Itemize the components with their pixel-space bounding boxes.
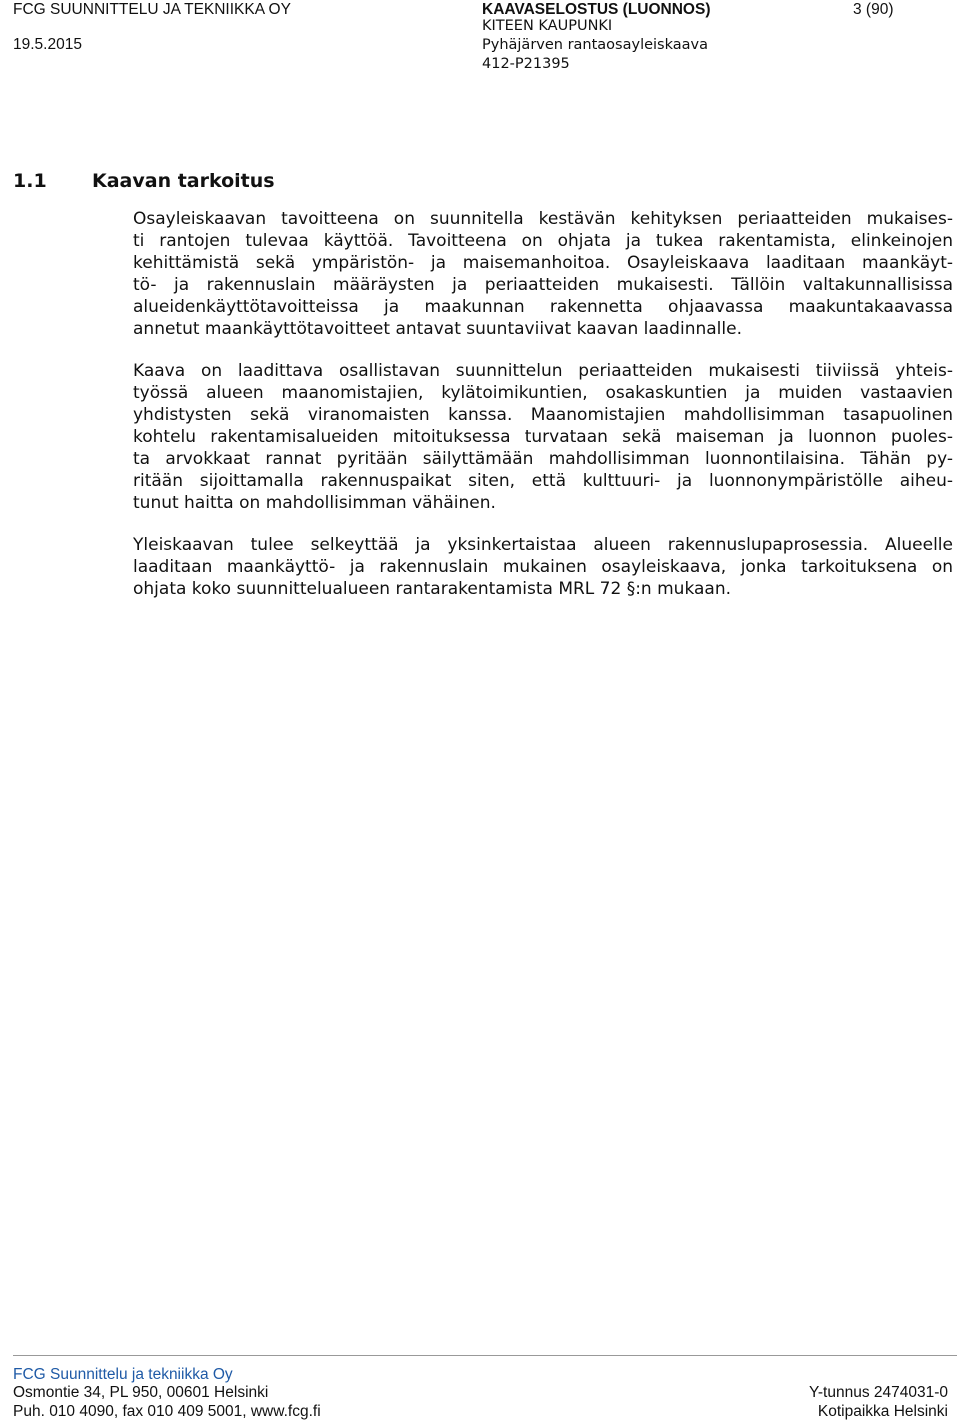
text-line: ritään sijoittamalla rakennuspaikat siten, että kulttuuri- ja luonnonympäristölle aiheu- <box>133 471 953 491</box>
section-heading <box>13 168 275 194</box>
text-line: ti rantojen tulevaa käyttöä. Tavoitteena on ohjata ja tukea rakentamista, elinkeinojen <box>133 231 953 251</box>
text-line: ohjata koko suunnittelualueen rantarakentamista MRL 72 §:n mukaan. <box>133 579 732 599</box>
body-text <box>133 208 953 620</box>
footer-contact: Puh. 010 4090, fax 010 409 5001, www.fcg.fi <box>13 1403 321 1420</box>
text-line: Osayleiskaavan tavoitteena on suunnitella kestävän kehityksen periaatteiden mukaises- <box>133 209 953 229</box>
header-company: FCG SUUNNITTELU JA TEKNIIKKA OY <box>13 1 291 18</box>
header-city: KITEEN KAUPUNKI <box>482 18 613 34</box>
text-line: Yleiskaavan tulee selkeyttää ja yksinkertaistaa alueen rakennuslupaprosessia. Alueelle <box>133 535 953 555</box>
footer-business-id: Y-tunnus 2474031-0 <box>808 1384 948 1401</box>
header-date: 19.5.2015 <box>13 36 82 53</box>
paragraph <box>133 360 953 514</box>
header-doc-type: KAAVASELOSTUS (LUONNOS) <box>482 1 711 18</box>
footer-domicile: Kotipaikka Helsinki <box>817 1403 948 1420</box>
text-line: tunut haitta on mahdollisimman vähäinen. <box>133 493 496 513</box>
footer-divider <box>13 1355 957 1356</box>
text-line: yhdistysten sekä viranomaisten kanssa. Maanomistajien mahdollisimman tasapuolinen <box>133 405 953 425</box>
section-number: 1.1 <box>13 170 47 192</box>
text-line: alueidenkäyttötavoitteissa ja maakunnan rakennetta ohjaavassa maakuntakaavassa <box>133 297 953 317</box>
text-line: ta arvokkaat rannat pyritään säilyttämään mahdollisimman luonnontilaisina. Tähän py- <box>133 449 953 469</box>
page-number: 3 (90) <box>853 1 894 18</box>
header-project-code: 412-P21395 <box>482 56 570 72</box>
text-line: tö- ja rakennuslain määräysten ja periaatteiden mukaisesti. Tällöin valtakunnallisissa <box>133 275 953 295</box>
text-line: laaditaan maankäyttö- ja rakennuslain mukainen osayleiskaava, jonka tarkoituksena on <box>133 557 953 577</box>
text-line: Kaava on laadittava osallistavan suunnittelun periaatteiden mukaisesti tiiviissä yhteis- <box>133 361 953 381</box>
text-line: kehittämistä sekä ympäristön- ja maisemanhoitoa. Osayleiskaava laaditaan maankäyt- <box>133 253 953 273</box>
text-line: kohtelu rakentamisalueiden mitoituksessa turvataan sekä maiseman ja luonnon puoles- <box>133 427 953 447</box>
footer-address: Osmontie 34, PL 950, 00601 Helsinki <box>13 1384 269 1401</box>
paragraph <box>133 534 953 600</box>
header-plan-name: Pyhäjärven rantaosayleiskaava <box>482 37 708 53</box>
footer-company: FCG Suunnittelu ja tekniikka Oy <box>13 1366 233 1383</box>
text-line: työssä alueen maanomistajien, kylätoimikuntien, osakaskuntien ja muiden vastaavien <box>133 383 953 403</box>
paragraph <box>133 208 953 340</box>
section-title: Kaavan tarkoitus <box>92 170 275 192</box>
text-line: annetut maankäyttötavoitteet antavat suuntaviivat kaavan laadinnalle. <box>133 319 742 339</box>
